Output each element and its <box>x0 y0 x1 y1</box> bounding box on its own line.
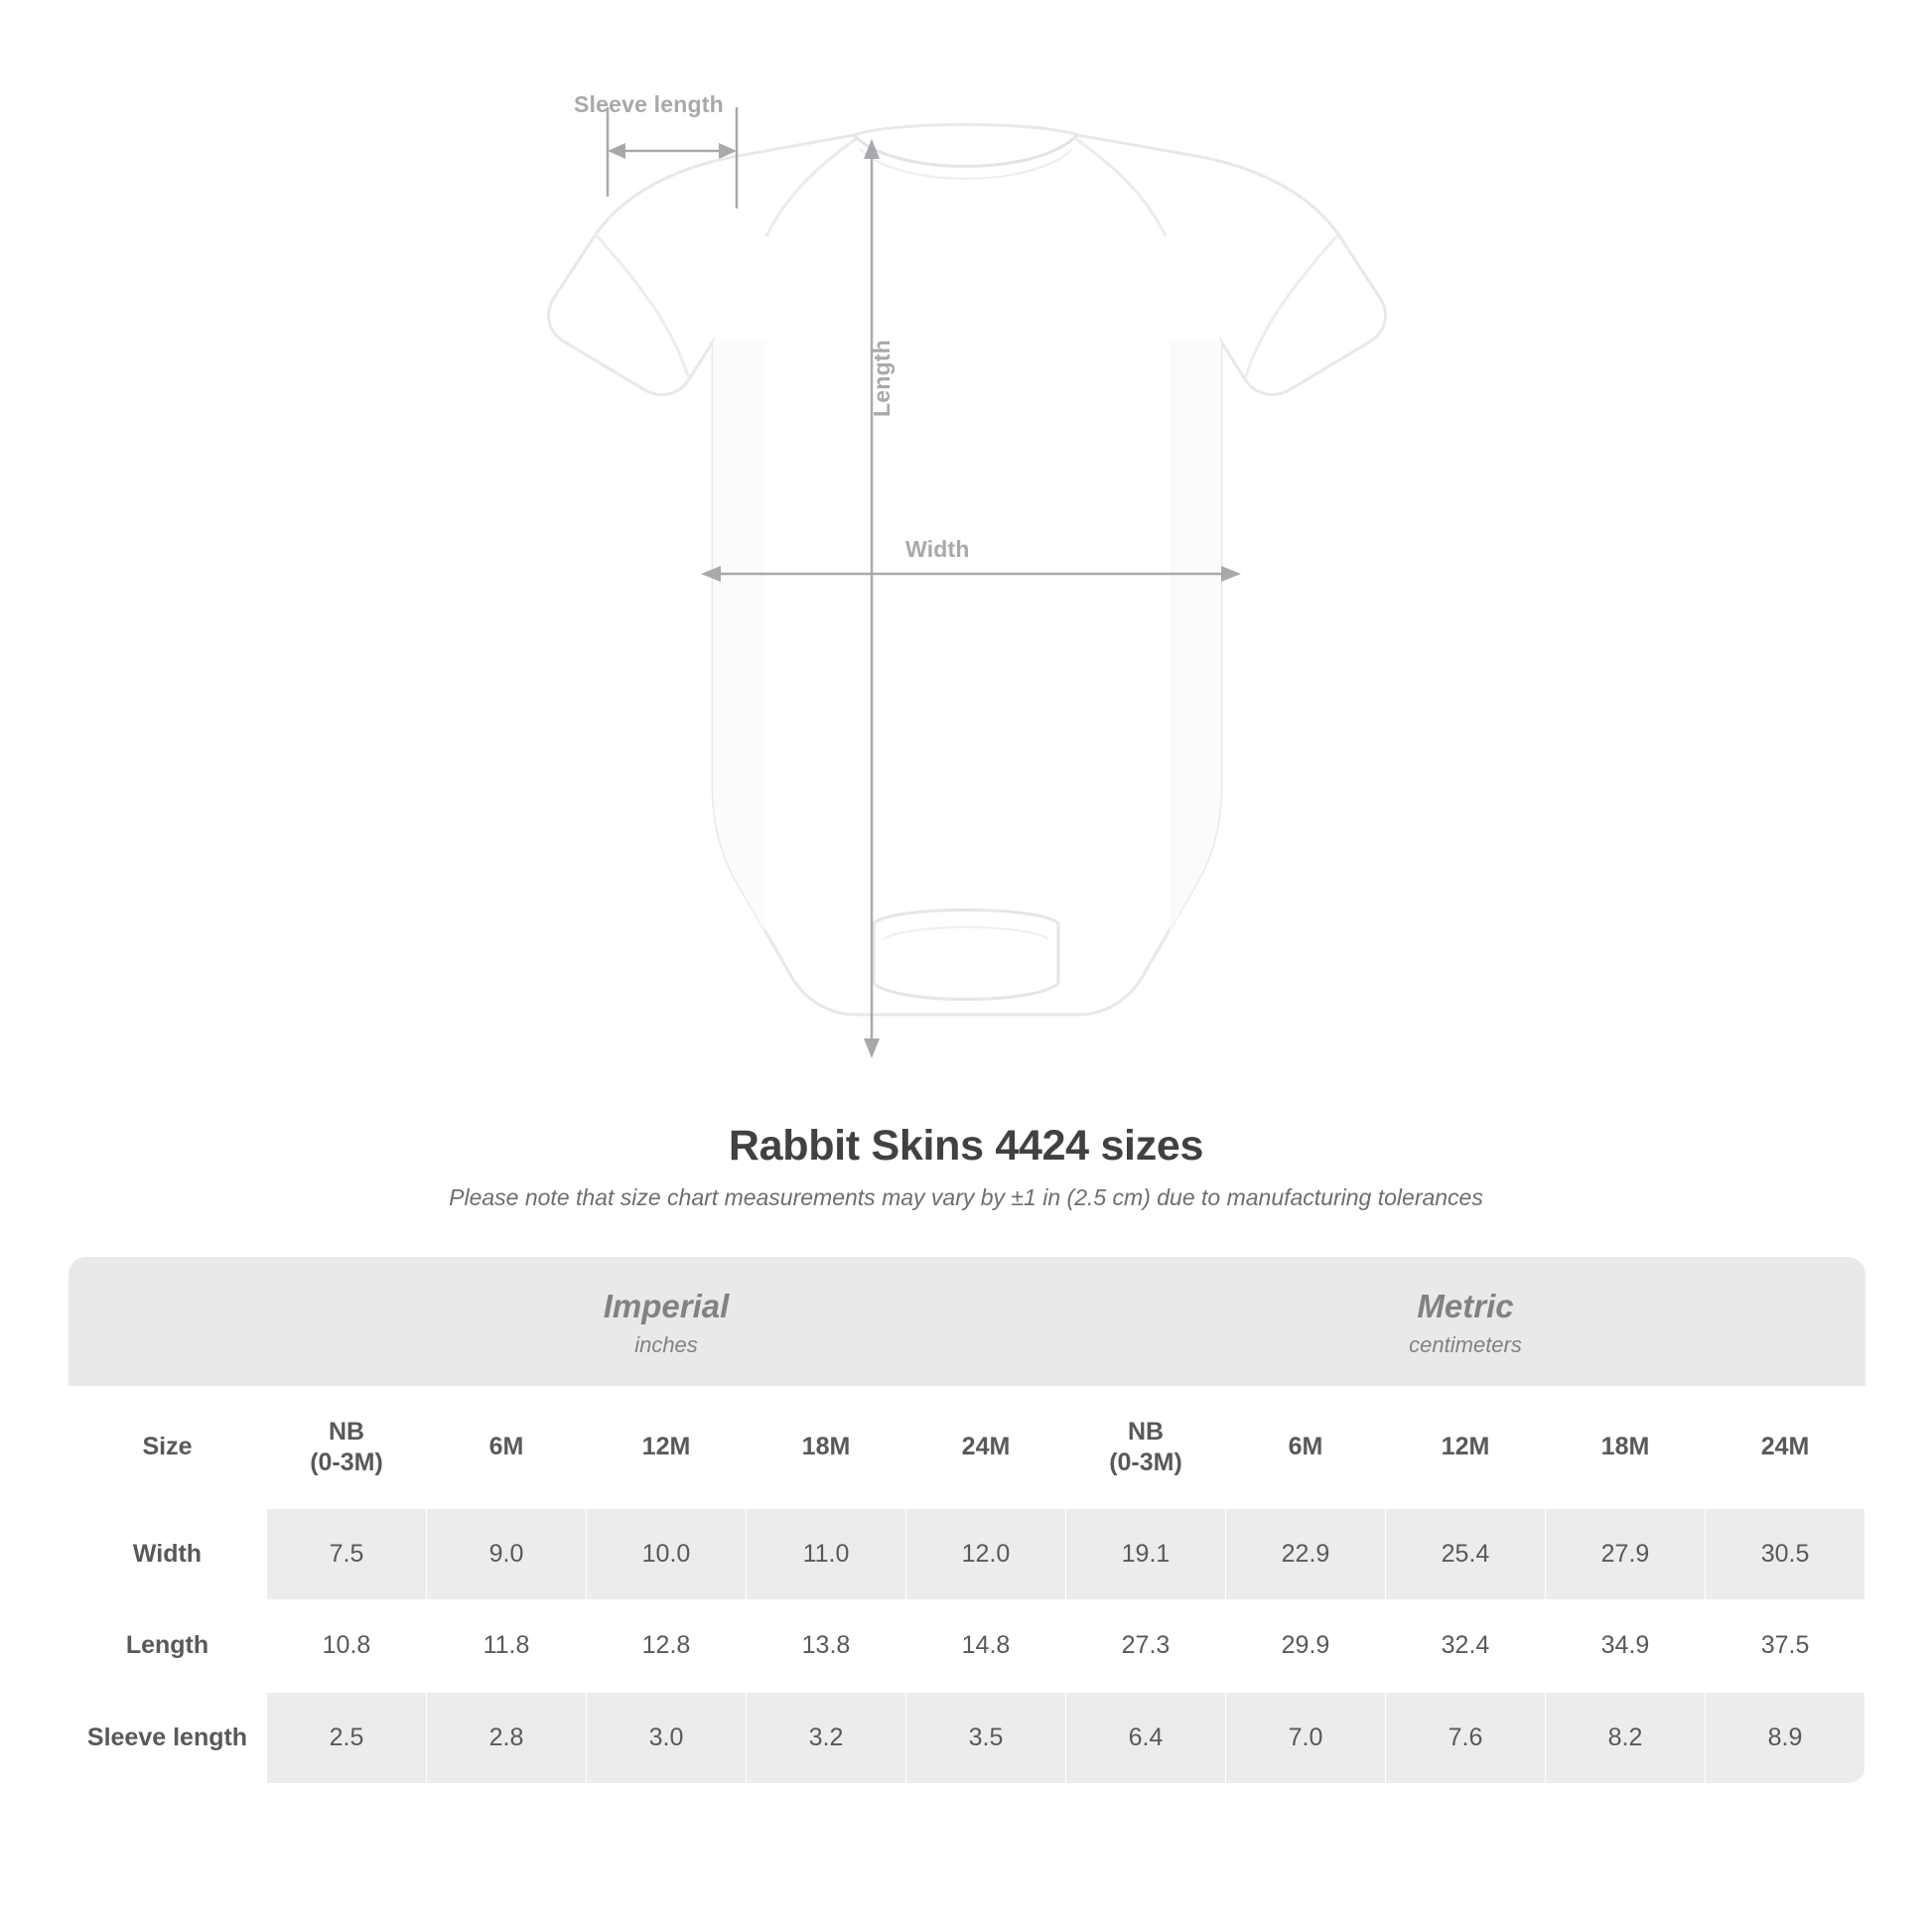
row-label-width: Width <box>69 1509 267 1600</box>
unit-spacer <box>69 1257 267 1386</box>
cell-width-8: 27.9 <box>1546 1509 1706 1600</box>
header-col-9: 24M <box>1706 1386 1865 1509</box>
header-col-7: 12M <box>1386 1386 1546 1509</box>
cell-length-5: 27.3 <box>1066 1600 1226 1692</box>
header-col-4: 24M <box>906 1386 1066 1509</box>
cell-length-1: 11.8 <box>427 1600 587 1692</box>
header-col-2: 12M <box>587 1386 747 1509</box>
unit-metric <box>1066 1257 1865 1386</box>
row-label-length: Length <box>69 1600 267 1692</box>
width-annotation: Width <box>905 536 970 562</box>
cell-sleeve-6: 7.0 <box>1226 1692 1386 1783</box>
unit-metric-name: Metric <box>1417 1288 1514 1324</box>
tolerance-note: Please note that size chart measurements may vary by ±1 in (2.5 cm) due to manufacturing tolerances <box>449 1184 1483 1210</box>
cell-width-2: 10.0 <box>587 1509 747 1600</box>
cell-sleeve-3: 3.2 <box>747 1692 906 1783</box>
cell-length-2: 12.8 <box>587 1600 747 1692</box>
sleeve-length-annotation: Sleeve length <box>574 91 724 117</box>
table-row <box>69 1600 1865 1692</box>
cell-width-7: 25.4 <box>1386 1509 1546 1600</box>
cell-length-7: 32.4 <box>1386 1600 1546 1692</box>
length-annotation: Length <box>869 340 895 417</box>
cell-length-3: 13.8 <box>747 1600 906 1692</box>
header-col-6: 6M <box>1226 1386 1386 1509</box>
table-row <box>69 1692 1865 1783</box>
size-table-wrapper <box>68 1257 1864 1784</box>
header-col-0-line1: NB <box>328 1417 365 1446</box>
header-col-3: 18M <box>747 1386 906 1509</box>
header-size: Size <box>69 1386 267 1509</box>
title-block <box>0 1122 1932 1211</box>
header-col-0 <box>267 1386 427 1509</box>
cell-width-4: 12.0 <box>906 1509 1066 1600</box>
cell-sleeve-1: 2.8 <box>427 1692 587 1783</box>
header-col-5-line1: NB <box>1127 1417 1165 1446</box>
header-col-5 <box>1066 1386 1226 1509</box>
cell-length-6: 29.9 <box>1226 1600 1386 1692</box>
cell-width-9: 30.5 <box>1706 1509 1865 1600</box>
cell-length-8: 34.9 <box>1546 1600 1706 1692</box>
cell-width-6: 22.9 <box>1226 1509 1386 1600</box>
unit-imperial-sub: inches <box>634 1331 698 1357</box>
cell-sleeve-4: 3.5 <box>906 1692 1066 1783</box>
header-col-5-line2: (0-3M) <box>1109 1448 1182 1476</box>
cell-width-0: 7.5 <box>267 1509 427 1600</box>
unit-header-row <box>69 1257 1865 1386</box>
header-col-8: 18M <box>1546 1386 1706 1509</box>
column-header-row <box>69 1386 1865 1509</box>
cell-sleeve-7: 7.6 <box>1386 1692 1546 1783</box>
size-table <box>68 1257 1865 1784</box>
cell-sleeve-8: 8.2 <box>1546 1692 1706 1783</box>
cell-sleeve-0: 2.5 <box>267 1692 427 1783</box>
cell-width-3: 11.0 <box>747 1509 906 1600</box>
unit-imperial <box>267 1257 1066 1386</box>
unit-metric-sub: centimeters <box>1409 1331 1522 1357</box>
cell-width-1: 9.0 <box>427 1509 587 1600</box>
cell-length-0: 10.8 <box>267 1600 427 1692</box>
table-row <box>69 1509 1865 1600</box>
header-col-0-line2: (0-3M) <box>310 1448 383 1476</box>
header-col-1: 6M <box>427 1386 587 1509</box>
page-title: Rabbit Skins 4424 sizes <box>728 1122 1204 1170</box>
unit-imperial-name: Imperial <box>603 1288 730 1324</box>
cell-sleeve-2: 3.0 <box>587 1692 747 1783</box>
cell-width-5: 19.1 <box>1066 1509 1226 1600</box>
cell-length-9: 37.5 <box>1706 1600 1865 1692</box>
row-label-sleeve-length: Sleeve length <box>69 1692 267 1783</box>
cell-sleeve-9: 8.9 <box>1706 1692 1865 1783</box>
cell-sleeve-5: 6.4 <box>1066 1692 1226 1783</box>
cell-length-4: 14.8 <box>906 1600 1066 1692</box>
